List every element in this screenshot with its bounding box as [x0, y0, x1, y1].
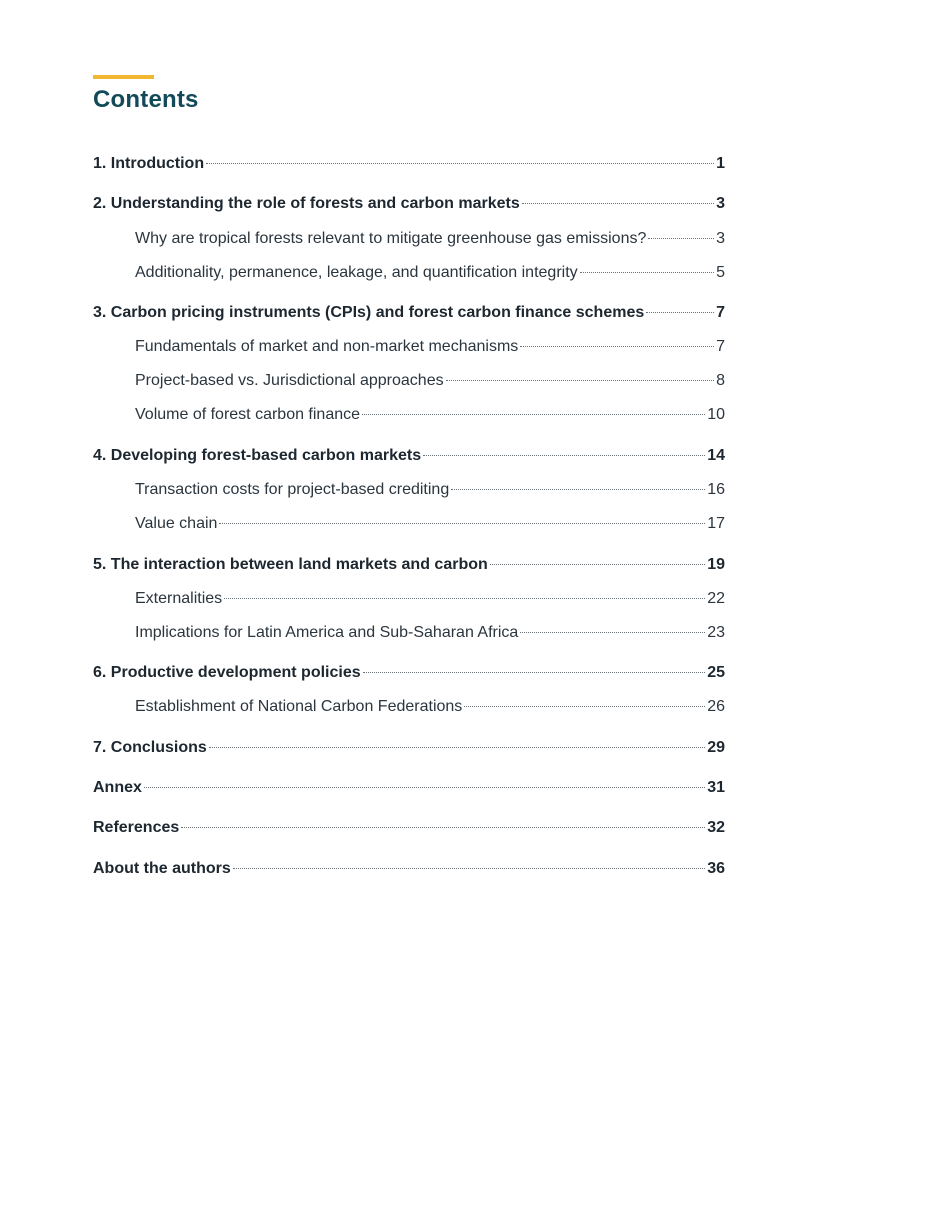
toc-entry-page-number: 29	[707, 739, 725, 756]
toc-entry-label: 5. The interaction between land markets and carbon	[93, 556, 488, 573]
toc-entry-tropical-forests[interactable]	[135, 228, 725, 250]
dot-leader	[362, 414, 705, 415]
page-title: Contents	[93, 86, 199, 113]
dot-leader	[490, 564, 705, 565]
toc-entry-page-number: 10	[707, 406, 725, 423]
dot-leader	[363, 672, 706, 673]
toc-entry-label: Project-based vs. Jurisdictional approaches	[135, 372, 444, 389]
dot-leader	[451, 489, 705, 490]
toc-entry-label: Implications for Latin America and Sub-Saharan Africa	[135, 624, 519, 641]
toc-entry-label: References	[93, 819, 180, 836]
dot-leader	[522, 203, 714, 204]
dot-leader	[646, 312, 714, 313]
toc-entry-conclusions[interactable]	[93, 737, 725, 759]
toc-entry-label: 6. Productive development policies	[93, 664, 361, 681]
toc-entry-developing-markets[interactable]	[93, 445, 725, 467]
toc-entry-label: 2. Understanding the role of forests and carbon markets	[93, 195, 520, 212]
toc-entry-page-number: 3	[716, 195, 725, 212]
toc-entry-label: Annex	[93, 779, 142, 796]
toc-entry-page-number: 14	[707, 447, 725, 464]
toc-entry-page-number: 17	[707, 515, 725, 532]
toc-entry-page-number: 32	[707, 819, 725, 836]
toc-entry-label: 1. Introduction	[93, 155, 205, 172]
dot-leader	[206, 163, 714, 164]
toc-entry-carbon-pricing[interactable]	[93, 302, 725, 324]
toc-entry-page-number: 5	[716, 264, 725, 281]
toc-entry-label: Fundamentals of market and non-market mechanisms	[135, 338, 519, 355]
toc-entry-label: Establishment of National Carbon Federations	[135, 698, 463, 715]
dot-leader	[209, 747, 705, 748]
dot-leader	[423, 455, 705, 456]
toc-entry-fundamentals[interactable]	[135, 336, 725, 358]
toc-entry-project-vs-jurisdictional[interactable]	[135, 370, 725, 392]
dot-leader	[520, 632, 705, 633]
toc-entry-label: 3. Carbon pricing instruments (CPIs) and forest carbon finance schemes	[93, 304, 645, 321]
toc-entry-label: About the authors	[93, 860, 231, 877]
dot-leader	[446, 380, 714, 381]
toc-entry-page-number: 31	[707, 779, 725, 796]
toc-entry-transaction-costs[interactable]	[135, 479, 725, 501]
toc-entry-externalities[interactable]	[135, 588, 725, 610]
dot-leader	[224, 598, 705, 599]
dot-leader	[648, 238, 714, 239]
toc-entry-page-number: 23	[707, 624, 725, 641]
toc-entry-label: Why are tropical forests relevant to mitigate greenhouse gas emissions?	[135, 230, 647, 247]
dot-leader	[464, 706, 705, 707]
toc-entry-label: Additionality, permanence, leakage, and quantification integrity	[135, 264, 578, 281]
toc-entry-references[interactable]	[93, 817, 725, 839]
toc-entry-volume-finance[interactable]	[135, 404, 725, 426]
toc-entry-page-number: 7	[716, 304, 725, 321]
dot-leader	[233, 868, 705, 869]
toc-entry-label: Transaction costs for project-based crediting	[135, 481, 450, 498]
toc-entry-label: 7. Conclusions	[93, 739, 207, 756]
toc-entry-page-number: 7	[716, 338, 725, 355]
toc-entry-page-number: 16	[707, 481, 725, 498]
toc-entry-about-authors[interactable]	[93, 858, 725, 880]
toc-entry-page-number: 19	[707, 556, 725, 573]
toc-entry-page-number: 25	[707, 664, 725, 681]
toc-entry-label: Volume of forest carbon finance	[135, 406, 361, 423]
toc-entry-page-number: 26	[707, 698, 725, 715]
title-accent-bar	[93, 75, 154, 79]
toc-entry-implications[interactable]	[135, 622, 725, 644]
dot-leader	[219, 523, 705, 524]
toc-entry-value-chain[interactable]	[135, 513, 725, 535]
toc-entry-label: Value chain	[135, 515, 218, 532]
toc-entry-label: 4. Developing forest-based carbon markets	[93, 447, 422, 464]
toc-entry-annex[interactable]	[93, 777, 725, 799]
toc-entry-land-markets[interactable]	[93, 554, 725, 576]
dot-leader	[144, 787, 705, 788]
toc-entry-understanding-forests[interactable]	[93, 193, 725, 215]
toc-entry-national-federations[interactable]	[135, 696, 725, 718]
toc-entry-page-number: 22	[707, 590, 725, 607]
toc-entry-additionality[interactable]	[135, 262, 725, 284]
dot-leader	[181, 827, 705, 828]
dot-leader	[520, 346, 714, 347]
dot-leader	[580, 272, 714, 273]
toc-entry-page-number: 1	[716, 155, 725, 172]
toc-entry-page-number: 8	[716, 372, 725, 389]
toc-entry-introduction[interactable]	[93, 153, 725, 175]
toc-entry-page-number: 3	[716, 230, 725, 247]
toc-entry-productive-policies[interactable]	[93, 662, 725, 684]
toc-entry-page-number: 36	[707, 860, 725, 877]
toc-entry-label: Externalities	[135, 590, 223, 607]
